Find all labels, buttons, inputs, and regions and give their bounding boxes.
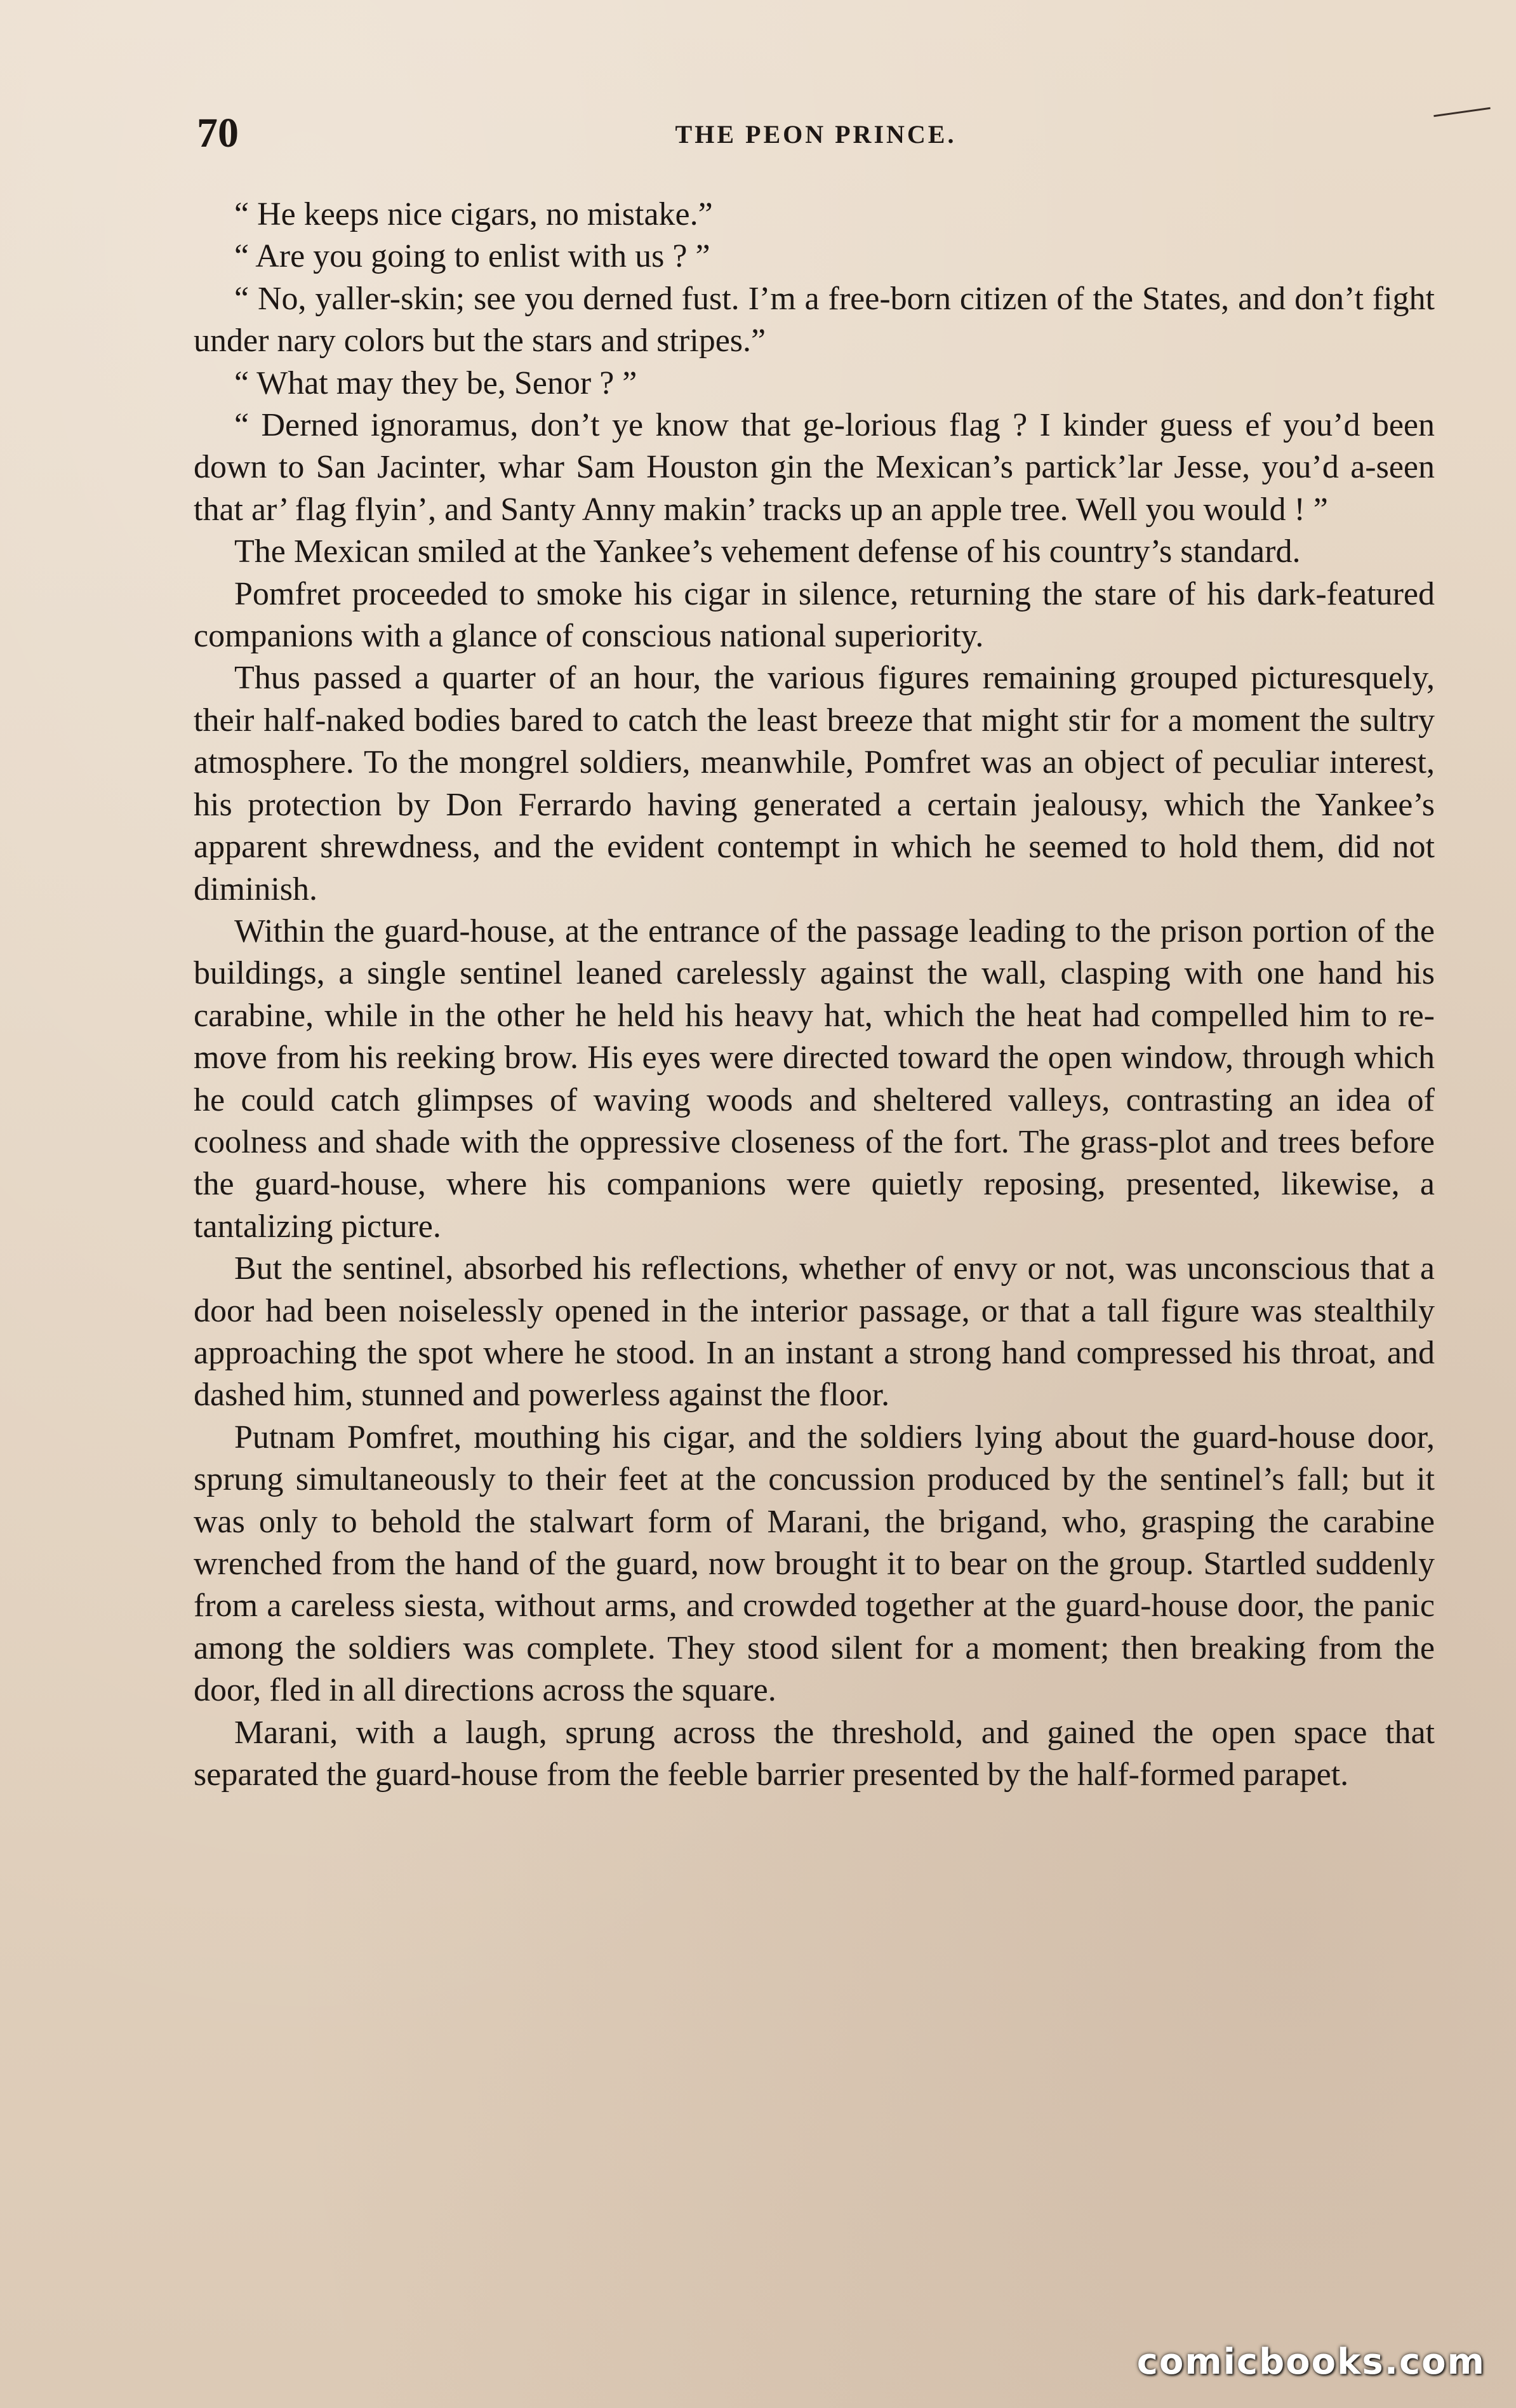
paragraph: Marani, with a laugh, sprung across the threshold, and gained the open space that separated the guard-house from the feeble barrier presented by the half-formed parapet. [194,1714,1435,1793]
running-title: THE PEON PRINCE. [675,120,957,149]
paragraph: “ No, yaller-skin; see you derned fust. I’m a free-born citizen of the States, and don’t fight under nary colors but the stars and stripes.” [194,280,1435,359]
paragraph: Putnam Pomfret, mouthing his cigar, and the soldiers lying about the guard-house door, sprung simultaneously to their feet at the concussion produced by the sentinel’s fall; but it was only to behold the stalwart form of Marani, the brigand, who, grasping the carabine wrenched from the hand of the guard, now brought it to bear on the group. Startled suddenly from a careless siesta, without arms, and crowded together at the guard-house door, the panic among the soldiers was complete. They stood silent for a moment; then breaking from the door, fled in all directions across the square. [194,1419,1435,1709]
paragraph: The Mexican smiled at the Yankee’s vehement defense of his country’s standard. [234,533,1301,570]
page-number: 70 [197,110,239,156]
paragraph: “ Are you going to enlist with us ? ” [234,238,710,275]
paragraph: “ Derned ignoramus, don’t ye know that ge-lorious flag ? I kinder guess ef you’d been down to San Jacinter, whar Sam Houston gin the Mexican’s partick’lar Jesse, you’d a-seen that ar’ flag flyin’, and Santy Anny makin’ tracks up an apple tree. Well you would ! ” [194,407,1435,528]
paragraph: But the sentinel, absorbed his reflections, whether of envy or not, was unconscious that a door had been noiselessly opened in the interior passage, or that a tall figure was stealthily approaching the spot where he stood. In an instant a strong hand compressed his throat, and dashed him, stunned and powerless against the floor. [194,1250,1435,1414]
page-header [197,105,1435,162]
site-watermark: comicbooks.com [1136,2341,1486,2383]
page-edge-mark [1433,107,1491,117]
paragraph: “ What may they be, Senor ? ” [234,365,637,401]
paragraph: Thus passed a quarter of an hour, the various figures remaining grouped picturesquely, their half-naked bodies bared to catch the least breeze that might stir for a moment the sultry atmosphere. To the mongrel soldiers, meanwhile, Pomfret was an object of peculiar interest, his protection by Don Ferrardo having generated a certain jealousy, which the Yankee’s apparent shrewdness, and the evident contempt in which he seemed to hold them, did not diminish. [194,660,1435,907]
paragraph: “ He keeps nice cigars, no mistake.” [234,196,713,232]
body-text [194,194,1435,1796]
paragraph: Within the guard-house, at the entrance of the passage leading to the prison portion of the buildings, a single sentinel leaned carelessly against the wall, clasping with one hand his carabine, while in the other he held his heavy hat, which the heat had compelled him to remove from his reeking brow. His eyes were directed toward the open window, through which he could catch glimpses of waving woods and sheltered valleys, contrasting an idea of coolness and shade with the oppressive closeness of the fort. The grass-plot and trees before the guard-house, where his companions were quietly reposing, presented, likewise, a tantalizing picture. [194,913,1435,1245]
paragraph: Pomfret proceeded to smoke his cigar in silence, returning the stare of his dark-featured companions with a glance of conscious national superiority. [194,575,1435,655]
